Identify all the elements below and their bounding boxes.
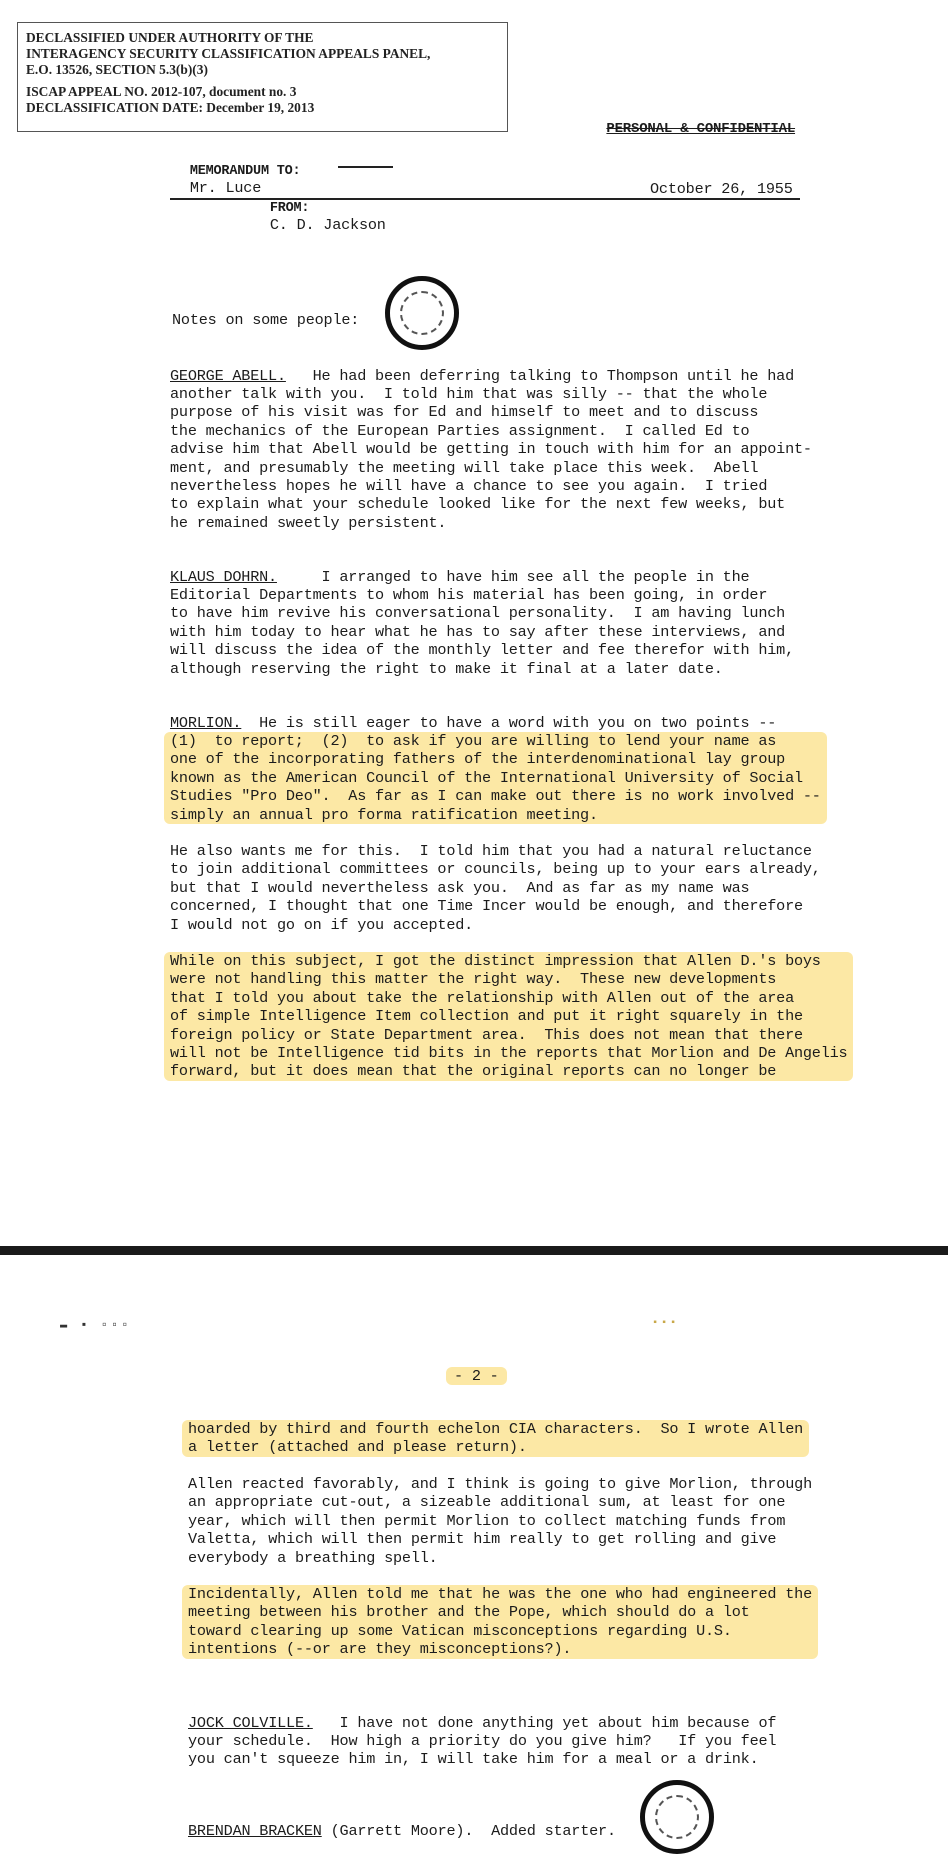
page-separator [0,1246,948,1255]
hoarded-paragraph: hoarded by third and fourth echelon CIA characters. So I wrote Allen a letter (attached and please return). [182,1420,809,1457]
while-on-subject-paragraph: While on this subject, I got the distinct impression that Allen D.'s boys were not handling this matter the right way. These new developments that I told you about take the relationship with Allen out of the area of simple Intelligence Item collection and put it right squarely in the foreign policy or State Department area. This does not mean that there will not be Intelligence tid bits in the reports that Morlion and De Angelis forward, but it does mean that the original reports can no longer be [164,952,853,1081]
from-label: FROM: [269,201,310,216]
memo-date: October 26, 1955 [650,180,793,198]
memo-to-value: Mr. Luce [189,179,262,197]
scan-mark: ▬ ▪ ▫▫▫ [60,1318,132,1332]
from-value: C. D. Jackson [269,216,386,234]
abell-first-line [170,367,794,385]
library-seal-icon [385,276,459,350]
abell-first-text: He had been deferring talking to Thompson until he had [285,367,794,385]
also-wants-paragraph: He also wants me for this. I told him that you had a natural reluctance to join additional committees or councils, being up to your ears already, but that I would nevertheless ask you. And as far as my name was concerned, I thought that one Time Incer would be enough, and therefore I would not go on if you accepted. [170,842,821,934]
stamp-line-1: DECLASSIFIED UNDER AUTHORITY OF THE [26,30,314,45]
classification-text: PERSONAL & CONFIDENTIAL [606,121,796,137]
dohrn-name: KLAUS DOHRN. [170,568,277,586]
dohrn-first-line [170,568,749,586]
stamp-line-4: ISCAP APPEAL NO. 2012-107, document no. 3 [26,84,297,99]
allen-reacted-paragraph: Allen reacted favorably, and I think is going to give Morlion, through an appropriate cut-out, a sizeable additional sum, at least for one year, which will then permit Morlion to collect matching funds from Valetta, which will then permit him really to get rolling and give everybody a breathing spell. [188,1475,812,1567]
stamp-line-2: INTERAGENCY SECURITY CLASSIFICATION APPEALS PANEL, [26,46,431,61]
bracken-name: BRENDAN BRACKEN [188,1822,322,1840]
colville-first-line [188,1714,776,1732]
incidentally-paragraph: Incidentally, Allen told me that he was the one who had engineered the meeting between his brother and the Pope, which should do a lot toward clearing up some Vatican misconceptions regarding U.S. intentions (--or are they misconceptions?). [182,1585,818,1659]
abell-paragraph: another talk with you. I told him that was silly -- that the whole purpose of his visit was for Ed and himself to meet and to discuss the mechanics of the European Parties assignment. I called Ed to advise him that Abell would be getting in touch with him for an appoint- ment, and presumably the meeting will take place this week. Abell nevertheless hopes he will have a chance to see you again. I tried to explain what your schedule looked like for the next few weeks, but he remained sweetly persistent. [170,385,812,532]
morlion-paragraph: (1) to report; (2) to ask if you are willing to lend your name as one of the incorporating fathers of the interdenominational lay group known as the American Council of the International University of Social Studies "Pro Deo". As far as I can make out there is no work involved -- simply an annual pro forma ratification meeting. [164,732,827,824]
library-seal-icon [640,1780,714,1854]
dohrn-first-text: I arranged to have him see all the people in the [276,568,750,586]
stamp-line-5: DECLASSIFICATION DATE: December 19, 2013 [26,100,315,115]
intro-line: Notes on some people: [172,311,360,329]
dohrn-paragraph: Editorial Departments to whom his material has been going, in order to have him revive his conversational personality. I am having lunch with him today to hear what he has to say after these interviews, and will discuss the idea of the monthly letter and fee therefor with him, although reserving the right to make it final at a later date. [170,586,794,678]
scan-mark: ▪▪▪ [652,1318,680,1329]
morlion-first-text: He is still eager to have a word with you on two points -- [241,714,777,732]
colville-first-text: I have not done anything yet about him because of [312,1714,777,1732]
bracken-line [188,1822,616,1840]
colville-name: JOCK COLVILLE. [188,1714,313,1732]
declassification-stamp [17,22,508,132]
morlion-first-line [170,714,776,732]
memo-to-label: MEMORANDUM TO: [189,164,301,179]
header-rule [170,198,800,200]
abell-name: GEORGE ABELL. [170,367,286,385]
morlion-name: MORLION. [170,714,242,732]
page-number: - 2 - [446,1367,507,1385]
classification-marking [590,105,795,137]
colville-paragraph: your schedule. How high a priority do you give him? If you feel you can't squeeze him in, I will take him for a meal or a drink. [188,1732,777,1769]
from-line [252,180,386,234]
bracken-text: (Garrett Moore). Added starter. [321,1822,616,1840]
stamp-line-3: E.O. 13526, SECTION 5.3(b)(3) [26,62,208,77]
luce-underline [338,166,393,168]
